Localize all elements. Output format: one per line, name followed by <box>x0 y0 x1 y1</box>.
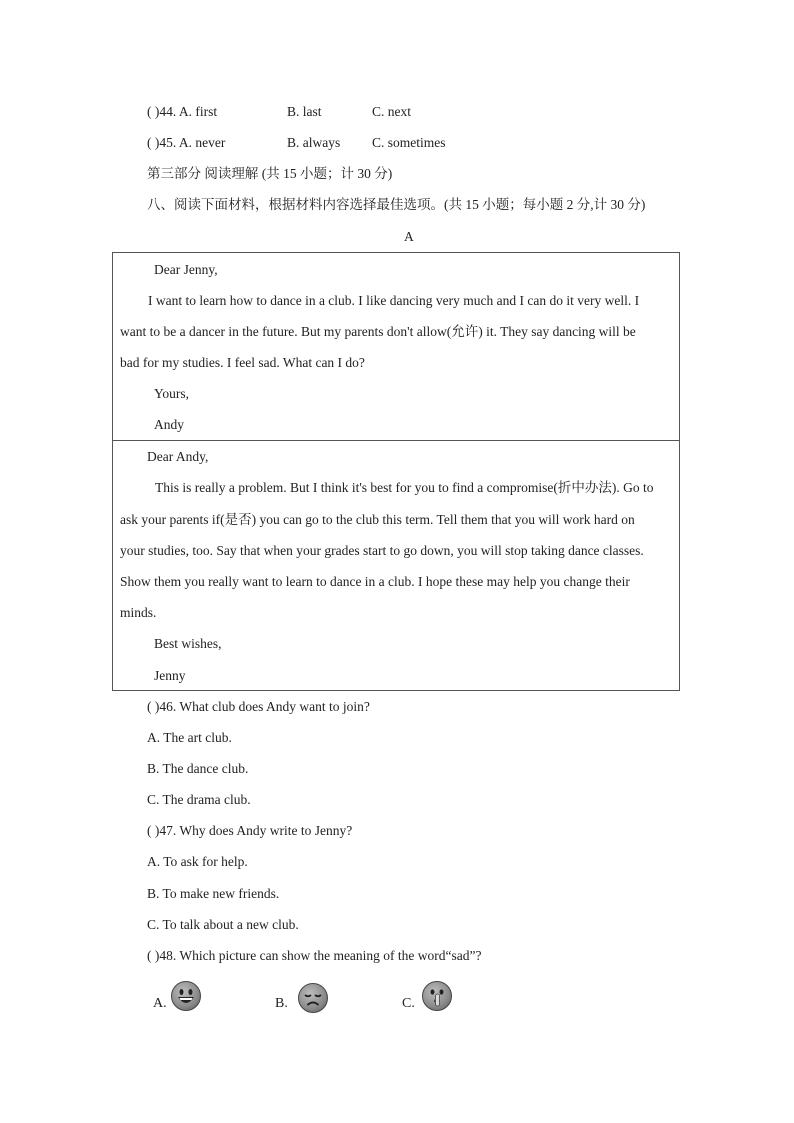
question-48-stem: ( )48. Which picture can show the meaning of the word“sad”? <box>147 948 482 963</box>
question-47-option-b: B. To make new friends. <box>147 886 280 901</box>
sad-face-icon <box>298 983 328 1013</box>
letter1-closing: Yours, <box>154 386 190 401</box>
section-eight-instruction: 八、阅读下面材料，根据材料内容选择最佳选项。(共 15 小题；每小题 2 分,计 30 分) <box>147 197 646 212</box>
q44-option-c: C. next <box>372 104 411 119</box>
question-46-option-a: A. The art club. <box>147 730 232 745</box>
question-48-option-a-label: A. <box>153 996 167 1011</box>
letter1-greeting: Dear Jenny, <box>154 262 218 277</box>
letter2-line-1: This is really a problem. But I think it's best for you to find a compromise(折中办法). Go to <box>155 480 654 495</box>
letter2-greeting: Dear Andy, <box>147 449 209 464</box>
q45-option-a: ( )45. A. never <box>147 135 226 150</box>
letter1-line-2: want to be a dancer in the future. But my parents don't allow(允许) it. They say dancing will be <box>120 324 636 339</box>
question-46-stem: ( )46. What club does Andy want to join? <box>147 699 370 714</box>
q44-option-a: ( )44. A. first <box>147 104 218 119</box>
letter2-line-2: ask your parents if(是否) you can go to the club this term. Tell them that you will work hard on <box>120 512 635 527</box>
letter2-line-3: your studies, too. Say that when your grades start to go down, you will stop taking dance classes. <box>120 543 644 558</box>
q45-option-c: C. sometimes <box>372 135 446 150</box>
q45-option-b: B. always <box>287 135 341 150</box>
grinning-face-icon <box>171 981 201 1011</box>
question-48-option-b-label: B. <box>275 996 288 1011</box>
question-48-option-c-label: C. <box>402 996 415 1011</box>
question-46-option-c: C. The drama club. <box>147 792 251 807</box>
question-47-option-a: A. To ask for help. <box>147 854 248 869</box>
question-47-stem: ( )47. Why does Andy write to Jenny? <box>147 823 353 838</box>
letter1-line-1: I want to learn how to dance in a club. I like dancing very much and I can do it very well. I <box>148 293 640 308</box>
letter2-signature: Jenny <box>154 668 186 683</box>
letter-from-andy <box>112 252 680 441</box>
letter2-closing: Best wishes, <box>154 636 222 651</box>
question-46-option-b: B. The dance club. <box>147 761 249 776</box>
shushing-face-icon <box>422 981 452 1011</box>
letter2-line-5: minds. <box>120 605 157 620</box>
part-three-heading: 第三部分 阅读理解 (共 15 小题；计 30 分) <box>147 166 393 181</box>
q44-option-b: B. last <box>287 104 322 119</box>
letter1-signature: Andy <box>154 417 184 432</box>
question-47-option-c: C. To talk about a new club. <box>147 917 299 932</box>
letter2-line-4: Show them you really want to learn to dance in a club. I hope these may help you change their <box>120 574 630 589</box>
letter1-line-3: bad for my studies. I feel sad. What can I do? <box>120 355 365 370</box>
passage-label: A <box>404 229 414 244</box>
letter-from-jenny <box>112 440 680 691</box>
